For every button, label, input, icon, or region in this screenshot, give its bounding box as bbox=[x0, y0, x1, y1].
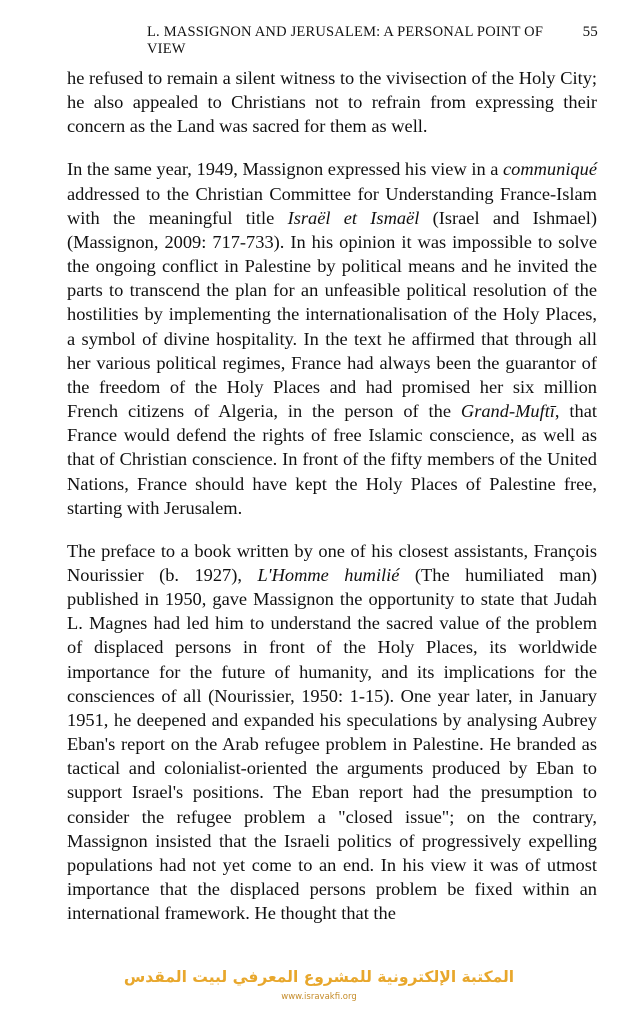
text-run: In the same year, 1949, Massignon expressed his view in a bbox=[67, 159, 504, 180]
library-name: المكتبة الإلكترونية للمشروع المعرفي لبيت المقدس bbox=[123, 968, 515, 986]
text-run: (The humiliated man) published in 1950, gave Massignon the opportunity to state that Judah L. Magnes had led him to understand the sacred value of the problem of displaced persons in front of the Holy Places, its worldwide importance for the future of humanity, and its implications for the consciences of all (Nourissier, 1950: 1-15). One year later, in January 1951, he deepened and expanded his speculations by analysing Aubrey Eban's report on the Arab refugee problem in Palestine. He branded as tactical and colonialist-oriented the arguments produced by Eban to support Israel's positions. The Eban report had the presumption to consider the refugee problem a "closed issue"; on the contrary, Massignon insisted that the Israeli politics of progressively expelling populations had not yet come to an end. In his view it was of utmost importance that the displaced persons problem be fixed within an international framework. He thought that the bbox=[67, 564, 597, 924]
text-run: The preface to a book written by one of his closest assistants, François Nourissier (b. 1927), bbox=[67, 540, 597, 585]
paragraph-2 bbox=[67, 157, 597, 519]
paragraph-3 bbox=[67, 539, 597, 926]
page-footer bbox=[0, 968, 638, 1002]
paragraph-1 bbox=[67, 66, 597, 138]
text-run: , that France would defend the rights of free Islamic conscience, as well as that of Christian conscience. In front of the fifty members of the United Nations, France should have kept the Holy Places of Palestine free, starting with Jerusalem. bbox=[67, 401, 597, 518]
body-text bbox=[67, 66, 597, 944]
running-title: L. MASSIGNON AND JERUSALEM: A PERSONAL POINT OF VIEW bbox=[147, 24, 544, 57]
page-number: 55 bbox=[582, 24, 598, 40]
italic-text: Israël et Ismaël bbox=[287, 207, 420, 228]
text-run: (Israel and Ishmael) (Massignon, 2009: 717-733). In his opinion it was impossible to solve the ongoing conflict in Palestine by political means and he invited the parts to transcend the plan for an unfeasible political resolution of the hostilities by implementing the internationalisation of the Holy Places, a symbol of divine hospitality. In the text he affirmed that through all her various political regimes, France had always been the guarantor of the freedom of the Holy Places and had promised her six million French citizens of Algeria, in the person of the bbox=[67, 207, 597, 422]
page-header bbox=[67, 24, 598, 57]
website-url: www.isravakfi.org bbox=[281, 992, 357, 1002]
text-run: he refused to remain a silent witness to the vivisection of the Holy City; he also appealed to Christians not to refrain from expressing their concern as the Land was sacred for them as well. bbox=[67, 68, 597, 137]
italic-text: Grand-Muftī bbox=[460, 401, 555, 422]
italic-text: communiqué bbox=[503, 159, 597, 180]
italic-text: L'Homme humilié bbox=[257, 564, 400, 585]
text-run: addressed to the Christian Committee for Understanding France-Islam with the meaningful title bbox=[67, 183, 597, 228]
